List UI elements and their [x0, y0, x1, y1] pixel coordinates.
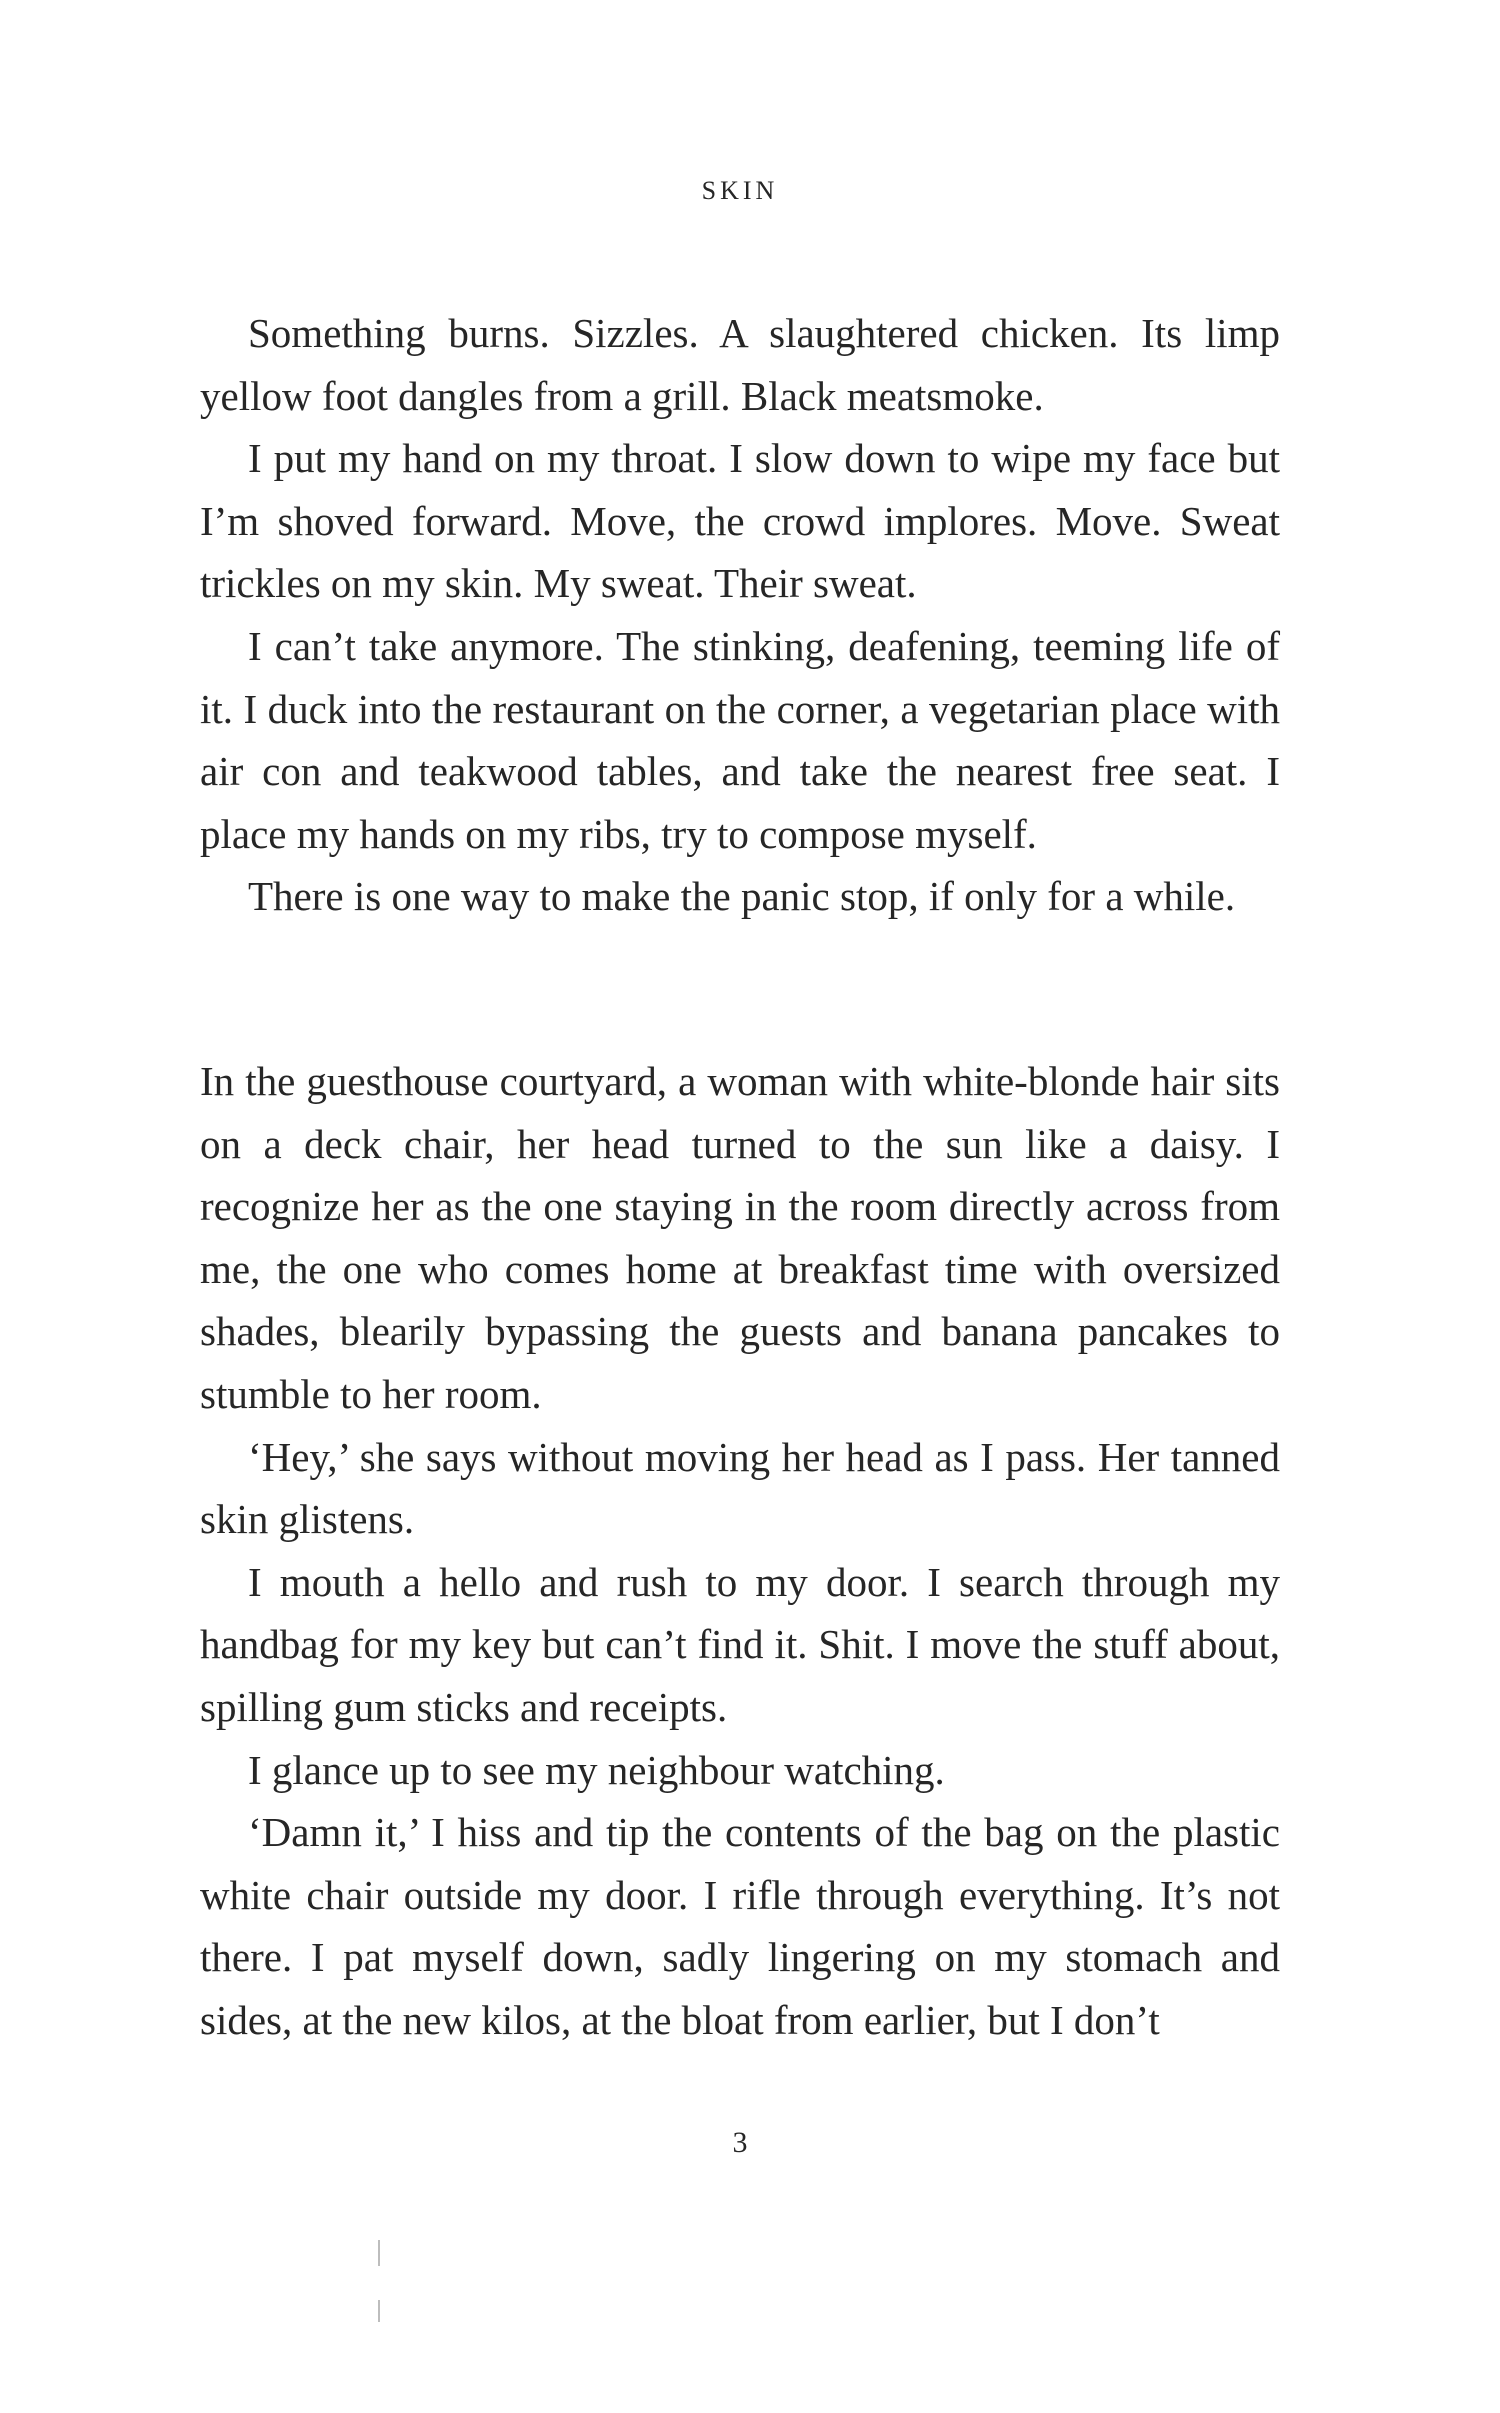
paragraph: There is one way to make the panic stop, if only for a while. [248, 873, 1236, 920]
scan-mark [378, 2240, 380, 2266]
paragraph: ‘Hey,’ she says without moving her head as I pass. Her tanned skin glistens. [200, 1433, 1280, 1543]
paragraph: Something burns. Sizzles. A slaughtered chicken. Its limp yellow foot dangles from a grill. Black meatsmoke. [200, 310, 1280, 419]
text-section-2 [200, 1050, 1280, 2052]
text-section-1 [200, 302, 1280, 928]
paragraph: I mouth a hello and rush to my door. I search through my handbag for my key but can’t find it. Shit. I move the stuff about, spilling gum sticks and receipts. [200, 1558, 1280, 1730]
paragraph: In the guesthouse courtyard, a woman with white-blonde hair sits on a deck chair, her head turned to the sun like a daisy. I recognize her as the one staying in the room directly across from me, the one who comes home at breakfast time with oversized shades, blearily bypassing the guests and banana pancakes to stumble to her room. [200, 1058, 1280, 1417]
page-number: 3 [732, 2126, 748, 2159]
paragraph: I put my hand on my throat. I slow down to wipe my face but I’m shoved forward. Move, the crowd implores. Move. Sweat trickles on my skin. My sweat. Their sweat. [200, 435, 1280, 607]
running-head: SKIN [701, 176, 779, 205]
paragraph: I glance up to see my neighbour watching. [248, 1746, 945, 1793]
scan-mark [378, 2300, 380, 2322]
paragraph: I can’t take anymore. The stinking, deafening, teeming life of it. I duck into the restaurant on the corner, a vegetarian place with air con and teakwood tables, and take the nearest free seat. I place my hands on my ribs, try to compose myself. [200, 622, 1280, 857]
paragraph: ‘Damn it,’ I hiss and tip the contents of the bag on the plastic white chair outside my door. I rifle through everything. It’s not there. I pat myself down, sadly lingering on my stomach and sides, at the new kilos, at the bloat from earlier, but I don’t [200, 1809, 1280, 2043]
